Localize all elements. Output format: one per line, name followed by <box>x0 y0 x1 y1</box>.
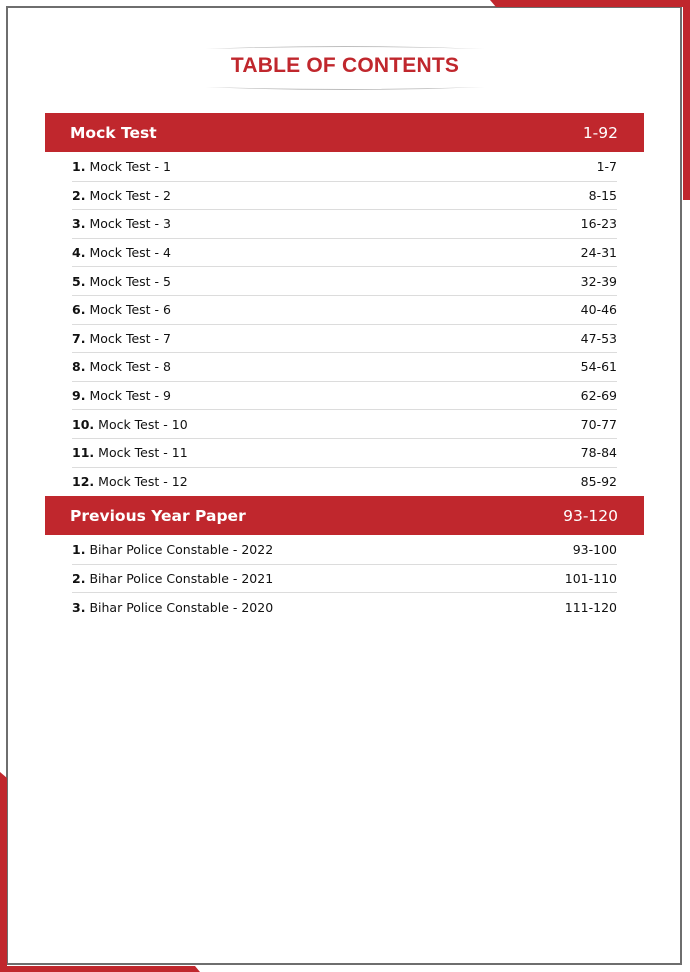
section-page-range: 1-92 <box>582 123 618 142</box>
entry-pages: 62-69 <box>580 388 617 404</box>
entry-pages: 93-100 <box>572 542 617 558</box>
entry-number: 4. <box>72 245 86 261</box>
toc-entry[interactable] <box>72 296 617 325</box>
corner-decoration-bottom-left <box>0 772 200 972</box>
entry-number: 11. <box>72 445 95 461</box>
entry-number: 1. <box>72 159 86 175</box>
entry-pages: 16-23 <box>580 216 617 232</box>
entry-number: 9. <box>72 388 86 404</box>
entry-number: 3. <box>72 216 86 232</box>
toc-entry[interactable] <box>72 353 617 382</box>
entry-label: Mock Test - 5 <box>89 273 171 289</box>
entry-pages: 24-31 <box>580 245 617 261</box>
toc-entry[interactable] <box>72 153 617 182</box>
toc-entry[interactable] <box>72 565 617 594</box>
toc-entry[interactable] <box>72 593 617 622</box>
toc-entry[interactable] <box>72 439 617 468</box>
toc-entry[interactable] <box>72 239 617 268</box>
entry-label: Mock Test - 9 <box>89 388 171 404</box>
entry-number: 7. <box>72 330 86 346</box>
entry-label: Mock Test - 12 <box>98 474 188 490</box>
entry-label: Mock Test - 6 <box>89 302 171 318</box>
entry-label: Bihar Police Constable - 2022 <box>89 542 274 558</box>
toc-entry[interactable] <box>72 382 617 411</box>
toc-entry[interactable] <box>72 410 617 439</box>
mock-test-list <box>72 153 617 496</box>
entry-label: Mock Test - 10 <box>98 416 188 432</box>
entry-pages: 40-46 <box>580 302 617 318</box>
entry-number: 1. <box>72 542 86 558</box>
entry-pages: 54-61 <box>580 359 617 375</box>
title-banner <box>205 44 485 92</box>
entry-pages: 8-15 <box>588 187 617 203</box>
entry-pages: 101-110 <box>564 570 617 586</box>
section-header-mock-test <box>45 113 644 152</box>
section-page-range: 93-120 <box>563 506 618 525</box>
toc-entry[interactable] <box>72 468 617 497</box>
entry-number: 10. <box>72 416 95 432</box>
entry-pages: 47-53 <box>580 330 617 346</box>
section-title: Mock Test <box>70 123 157 142</box>
entry-pages: 32-39 <box>580 273 617 289</box>
entry-label: Mock Test - 2 <box>89 187 171 203</box>
toc-entry[interactable] <box>72 182 617 211</box>
entry-number: 3. <box>72 599 86 615</box>
entry-label: Bihar Police Constable - 2020 <box>89 599 274 615</box>
entry-number: 12. <box>72 474 95 490</box>
section-title: Previous Year Paper <box>70 506 246 525</box>
entry-label: Mock Test - 7 <box>89 330 171 346</box>
entry-pages: 1-7 <box>596 159 617 175</box>
entry-label: Mock Test - 4 <box>89 245 171 261</box>
entry-pages: 78-84 <box>580 445 617 461</box>
entry-number: 6. <box>72 302 86 318</box>
entry-label: Mock Test - 11 <box>98 445 188 461</box>
page-title: TABLE OF CONTENTS <box>230 54 460 77</box>
entry-label: Bihar Police Constable - 2021 <box>89 570 274 586</box>
previous-year-paper-list <box>72 536 617 622</box>
toc-entry[interactable] <box>72 536 617 565</box>
entry-label: Mock Test - 1 <box>89 159 171 175</box>
entry-pages: 85-92 <box>580 474 617 490</box>
entry-label: Mock Test - 3 <box>89 216 171 232</box>
entry-number: 2. <box>72 187 86 203</box>
entry-number: 8. <box>72 359 86 375</box>
toc-entry[interactable] <box>72 210 617 239</box>
toc-entry[interactable] <box>72 267 617 296</box>
entry-pages: 70-77 <box>580 416 617 432</box>
toc-entry[interactable] <box>72 325 617 354</box>
entry-number: 2. <box>72 570 86 586</box>
entry-label: Mock Test - 8 <box>89 359 171 375</box>
entry-pages: 111-120 <box>564 599 617 615</box>
entry-number: 5. <box>72 273 86 289</box>
section-header-previous-year-paper <box>45 496 644 535</box>
